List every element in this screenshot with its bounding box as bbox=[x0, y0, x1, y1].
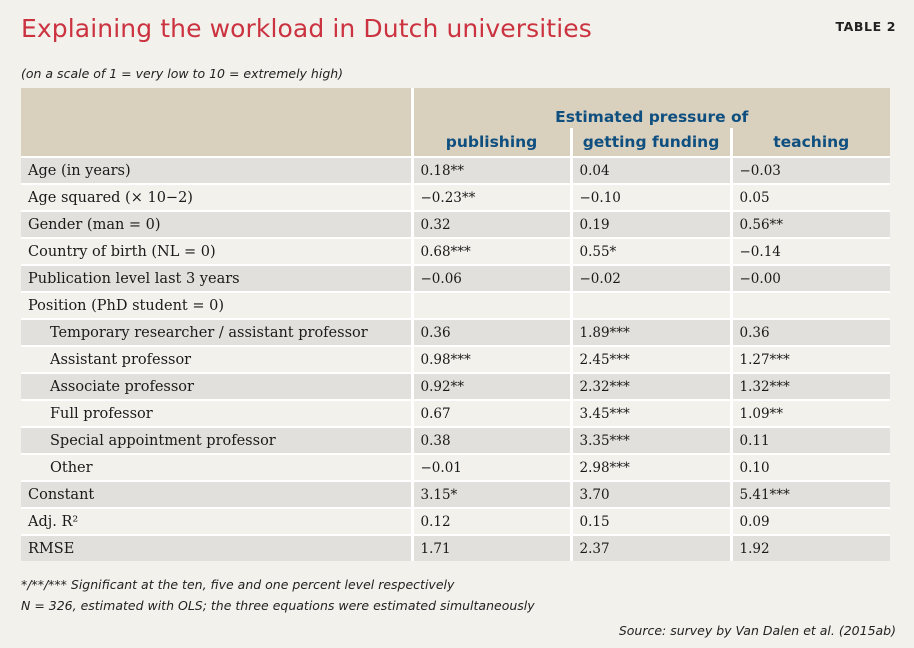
publishing-value: 3.15* bbox=[412, 481, 571, 508]
table-row bbox=[21, 319, 890, 346]
getting-funding-value: 3.70 bbox=[571, 481, 731, 508]
teaching-value: −0.03 bbox=[731, 157, 890, 184]
row-label: Adj. R² bbox=[21, 508, 412, 535]
row-label: Other bbox=[21, 454, 412, 481]
getting-funding-value: 2.45*** bbox=[571, 346, 731, 373]
publishing-value: −0.01 bbox=[412, 454, 571, 481]
publishing-value: 0.92** bbox=[412, 373, 571, 400]
getting-funding-value: 0.55* bbox=[571, 238, 731, 265]
teaching-value: −0.14 bbox=[731, 238, 890, 265]
table-row bbox=[21, 265, 890, 292]
publishing-value: 0.67 bbox=[412, 400, 571, 427]
table-row bbox=[21, 373, 890, 400]
table-row bbox=[21, 454, 890, 481]
column-header-getting-funding: getting funding bbox=[571, 128, 731, 157]
publishing-value: 0.36 bbox=[412, 319, 571, 346]
table-number-label: TABLE 2 bbox=[835, 19, 896, 34]
publishing-value: 0.32 bbox=[412, 211, 571, 238]
publishing-value: 0.12 bbox=[412, 508, 571, 535]
table-header bbox=[21, 88, 890, 157]
header-group-label: Estimated pressure of bbox=[412, 88, 890, 128]
getting-funding-value: 0.15 bbox=[571, 508, 731, 535]
row-label: Age squared (× 10−2) bbox=[21, 184, 412, 211]
teaching-value: 0.56** bbox=[731, 211, 890, 238]
getting-funding-value: 3.35*** bbox=[571, 427, 731, 454]
publishing-value: 0.38 bbox=[412, 427, 571, 454]
teaching-value: 0.11 bbox=[731, 427, 890, 454]
source-note: Source: survey by Van Dalen et al. (2015ab) bbox=[618, 623, 896, 638]
footnotes bbox=[21, 574, 535, 616]
getting-funding-value: 2.37 bbox=[571, 535, 731, 561]
teaching-value: 0.36 bbox=[731, 319, 890, 346]
publishing-value: 1.71 bbox=[412, 535, 571, 561]
teaching-value: 1.32*** bbox=[731, 373, 890, 400]
table-row bbox=[21, 400, 890, 427]
regression-table bbox=[21, 88, 890, 561]
column-header-teaching: teaching bbox=[731, 128, 890, 157]
getting-funding-value: 0.04 bbox=[571, 157, 731, 184]
getting-funding-value: 2.32*** bbox=[571, 373, 731, 400]
teaching-value: 5.41*** bbox=[731, 481, 890, 508]
row-label: Full professor bbox=[21, 400, 412, 427]
getting-funding-value: −0.02 bbox=[571, 265, 731, 292]
getting-funding-value: −0.10 bbox=[571, 184, 731, 211]
table-row bbox=[21, 508, 890, 535]
page-title: Explaining the workload in Dutch universities bbox=[21, 14, 592, 43]
publishing-value: 0.18** bbox=[412, 157, 571, 184]
table-row bbox=[21, 184, 890, 211]
row-label: RMSE bbox=[21, 535, 412, 561]
teaching-value: 1.09** bbox=[731, 400, 890, 427]
scale-note: (on a scale of 1 = very low to 10 = extremely high) bbox=[21, 66, 344, 81]
getting-funding-value bbox=[571, 292, 731, 319]
row-label: Constant bbox=[21, 481, 412, 508]
table-row bbox=[21, 292, 890, 319]
row-label: Age (in years) bbox=[21, 157, 412, 184]
publishing-value: −0.23** bbox=[412, 184, 571, 211]
publishing-value: 0.68*** bbox=[412, 238, 571, 265]
getting-funding-value: 2.98*** bbox=[571, 454, 731, 481]
getting-funding-value: 0.19 bbox=[571, 211, 731, 238]
publishing-value bbox=[412, 292, 571, 319]
getting-funding-value: 3.45*** bbox=[571, 400, 731, 427]
row-label: Gender (man = 0) bbox=[21, 211, 412, 238]
column-header-publishing: publishing bbox=[412, 128, 571, 157]
table-row bbox=[21, 427, 890, 454]
header-corner-lower bbox=[21, 128, 412, 157]
row-label: Assistant professor bbox=[21, 346, 412, 373]
header-corner bbox=[21, 88, 412, 128]
footnote-sample: N = 326, estimated with OLS; the three equations were estimated simultaneously bbox=[21, 598, 535, 613]
getting-funding-value: 1.89*** bbox=[571, 319, 731, 346]
table-row bbox=[21, 211, 890, 238]
teaching-value: 0.10 bbox=[731, 454, 890, 481]
teaching-value: 0.09 bbox=[731, 508, 890, 535]
teaching-value bbox=[731, 292, 890, 319]
publishing-value: 0.98*** bbox=[412, 346, 571, 373]
teaching-value: −0.00 bbox=[731, 265, 890, 292]
row-label: Associate professor bbox=[21, 373, 412, 400]
teaching-value: 1.92 bbox=[731, 535, 890, 561]
teaching-value: 0.05 bbox=[731, 184, 890, 211]
teaching-value: 1.27*** bbox=[731, 346, 890, 373]
footnote-significance: */**/*** Significant at the ten, five and one percent level respectively bbox=[21, 577, 455, 592]
table-body bbox=[21, 157, 890, 561]
regression-table-container bbox=[21, 88, 890, 561]
row-label: Special appointment professor bbox=[21, 427, 412, 454]
publishing-value: −0.06 bbox=[412, 265, 571, 292]
row-label: Publication level last 3 years bbox=[21, 265, 412, 292]
table-row bbox=[21, 157, 890, 184]
row-label: Position (PhD student = 0) bbox=[21, 292, 412, 319]
table-row bbox=[21, 481, 890, 508]
table-row bbox=[21, 346, 890, 373]
row-label: Country of birth (NL = 0) bbox=[21, 238, 412, 265]
table-row bbox=[21, 535, 890, 561]
table-row bbox=[21, 238, 890, 265]
row-label: Temporary researcher / assistant professor bbox=[21, 319, 412, 346]
